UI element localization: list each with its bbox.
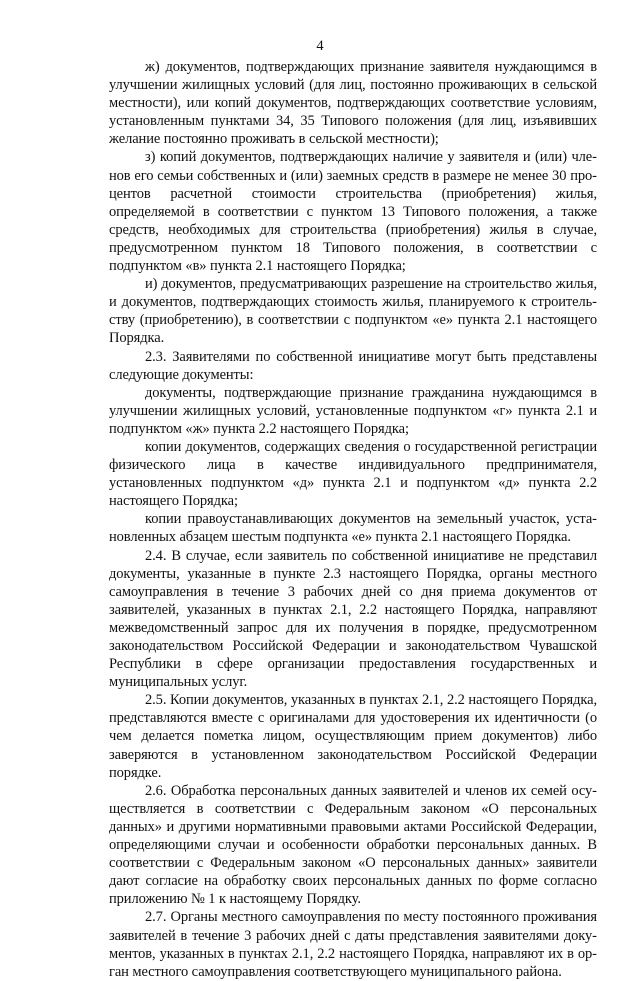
paragraph-entrepreneur-registration: копии документов, содержащих сведения о государственной регистрации физического лица в качестве индивидуального предпринимателя, установленных подпунктом «д» пункта 2.1 и подпунктом «д» пункта 2.2 настоящего Порядка;: [109, 438, 597, 510]
paragraph-2-4-interagency-request: 2.4. В случае, если заявитель по собственной инициативе не представил документы, указанные в пункте 2.3 настоящего Порядка, органы местного самоуправления в течение 3 рабочих дней со дня приема документов от заявителей, указанных в пунктах 2.1, 2.2 настоящего Порядка, направляют межведомственный запрос для их получения в порядке, предусмотренном законодательством Российской Федерации и законодательством Чувашской Республики в сфере организации предоставления государственных и муниципальных услуг.: [109, 547, 597, 691]
paragraph-2-5-document-copies: 2.5. Копии документов, указанных в пунктах 2.1, 2.2 настоящего Порядка, представляются вместе с оригиналами для удостоверения их идентичности (о чем делается пометка лицом, осуществляющим прием документов) либо заверяются в установленном законодательством Российской Федерации порядке.: [109, 692, 597, 781]
page-number: 4: [316, 38, 324, 54]
paragraph-i-construction-permit-documents: и) документов, предусматривающих разрешение на строительство жилья, и документов, подтверждающих стоимость жилья, планируемого к строительству (приобретению), в соответствии с подпунктом «е» пункта 2.1 настоящего Порядка.: [109, 276, 597, 347]
paragraph-2-3-optional-documents: 2.3. Заявителями по собственной инициативе могут быть представлены следующие документы:: [109, 348, 597, 383]
paragraph-land-title-documents: копии правоустанавливающих документов на земельный участок, установленных абзацем шестым подпункта «е» пункта 2.1 настоящего Порядка.: [109, 511, 597, 546]
document-body: [109, 58, 597, 981]
paragraph-z-own-funds-documents: з) копий документов, подтверждающих наличие у заявителя и (или) членов его семьи собственных и (или) заемных средств в размере не менее 30 процентов расчетной стоимости строительства (приобретения) жилья, определяемой в соответствии с пунктом 13 Типового положения, а также средств, необходимых для строительства (приобретения) жилья в случае, предусмотренном пунктом 18 Типового положения, в соответствии с подпунктом «в» пункта 2.1 настоящего Порядка;: [109, 149, 597, 275]
paragraph-zh-housing-need-documents: ж) документов, подтверждающих признание заявителя нуждающимся в улучшении жилищных условий (для лиц, постоянно проживающих в сельской местности), или копий документов, подтверждающих соответствие условиям, установленным пунктами 34, 35 Типового положения (для лиц, изъявивших желание постоянно проживать в сельской местности);: [109, 59, 597, 148]
paragraph-2-7-local-authorities: 2.7. Органы местного самоуправления по месту постоянного проживания заявителей в течение 3 рабочих дней с даты представления заявителями документов, указанных в пунктах 2.1, 2.2 настоящего Порядка, направляют их в орган местного самоуправления соответствующего муниципального района.: [109, 909, 597, 980]
paragraph-2-6-personal-data: 2.6. Обработка персональных данных заявителей и членов их семей осуществляется в соответствии с Федеральным законом «О персональных данных» и другими нормативными правовыми актами Российской Федерации, определяющими случаи и особенности обработки персональных данных. В соответствии с Федеральным законом «О персональных данных» заявители дают согласие на обработку своих персональных данных по форме согласно приложению № 1 к настоящему Порядку.: [109, 782, 597, 908]
paragraph-housing-need-recognition: документы, подтверждающие признание гражданина нуждающимся в улучшении жилищных условий, установленные подпунктом «г» пункта 2.1 и подпунктом «ж» пункта 2.2 настоящего Порядка;: [109, 384, 597, 437]
